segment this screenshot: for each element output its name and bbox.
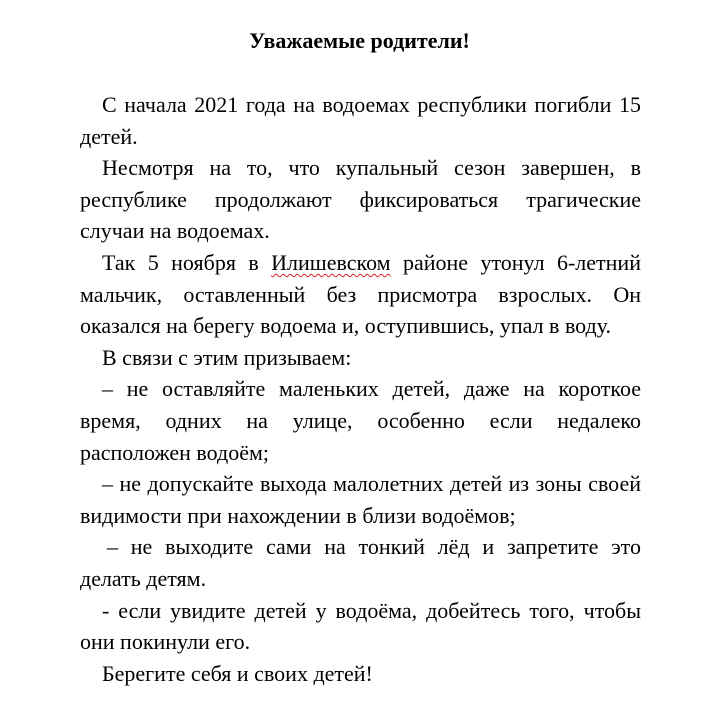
paragraph-season: Несмотря на то, что купальный сезон завершен, в республике продолжают фиксироваться трагические случаи на водоемах. <box>80 155 641 244</box>
list-item-leave-water: - если увидите детей у водоёма, добейтесь того, чтобы они покинули его. <box>80 597 641 655</box>
document-body[interactable] <box>80 89 641 689</box>
incident-text-start: Так 5 ноября в <box>102 249 272 275</box>
list-item-thin-ice: – не выходите сами на тонкий лёд и запретите это делать детям. <box>80 534 641 591</box>
paragraph-appeal: В связи с этим призываем: <box>102 344 352 370</box>
list-item-supervision: – не оставляйте маленьких детей, даже на короткое время, одних на улице, особенно если недалеко расположен водоём; <box>80 376 641 465</box>
document-title: Уважаемые родители! <box>249 28 470 53</box>
incident-text-end: районе утонул 6-летний мальчик, оставленный без присмотра взрослых. Он оказался на берегу водоема и, оступившись, упал в воду. <box>80 249 641 339</box>
list-item-visibility: – не допускайте выхода малолетних детей из зоны своей видимости при нахождении в близи водоёмов; <box>80 471 641 528</box>
spellcheck-marked-word[interactable]: Илишевском <box>271 249 391 275</box>
paragraph-closing: Берегите себя и своих детей! <box>102 660 373 686</box>
paragraph-statistics: С начала 2021 года на водоемах республики погибли 15 детей. <box>80 92 641 149</box>
paragraph-incident <box>80 247 641 342</box>
